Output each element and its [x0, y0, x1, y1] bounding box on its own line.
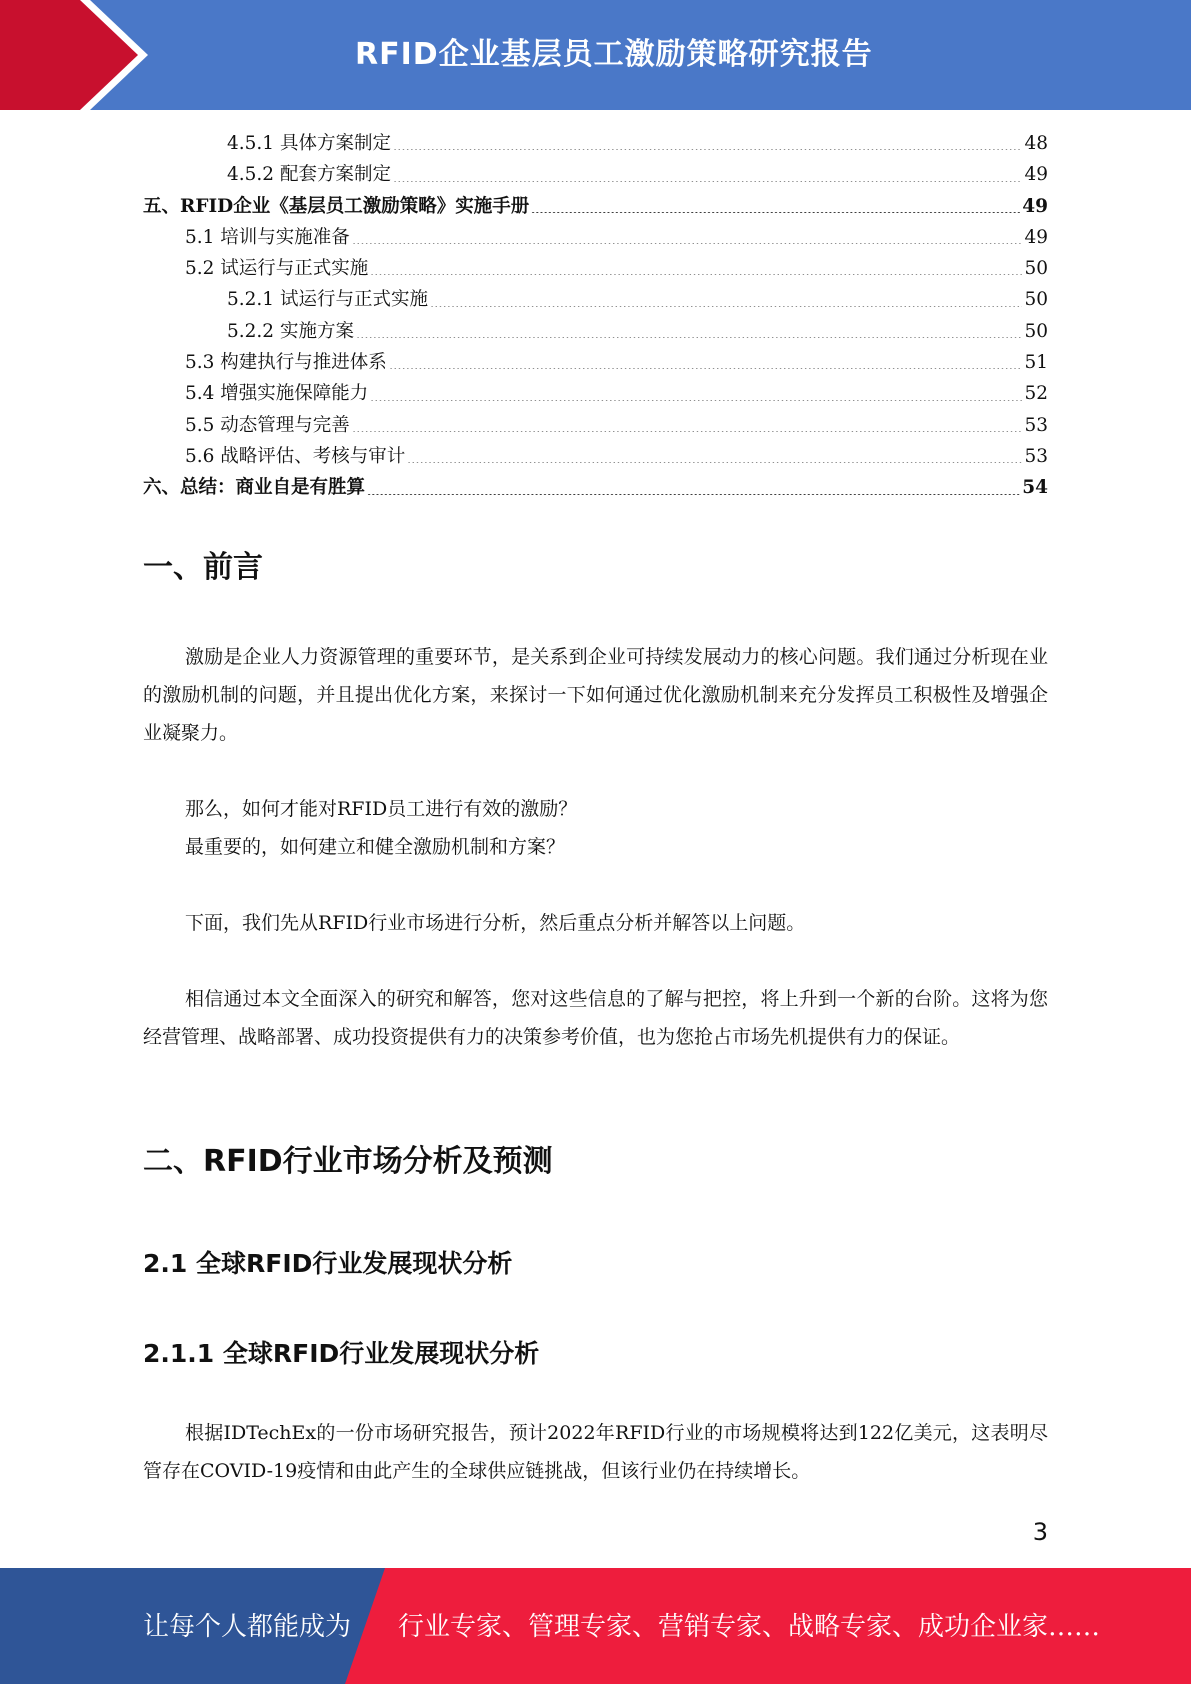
footer-slogan-right: 行业专家、管理专家、营销专家、战略专家、成功企业家…… [398, 1612, 1101, 1642]
preface-paragraph-2: 下面，我们先从RFID行业市场进行分析，然后重点分析并解答以上问题。 [185, 912, 806, 934]
toc-entry-label: 5.1 培训与实施准备 [185, 226, 350, 248]
toc-entry[interactable] [143, 378, 1048, 409]
header-chevron-decoration [0, 0, 160, 110]
toc-entry[interactable] [143, 472, 1048, 503]
toc-entry-page: 49 [1024, 164, 1048, 186]
toc-entry-page: 50 [1024, 320, 1048, 342]
section-2-1-heading: 2.1 全球RFID行业发展现状分析 [143, 1249, 513, 1278]
toc-entry-page: 50 [1024, 258, 1048, 280]
toc-entry[interactable] [143, 159, 1048, 190]
toc-dot-leader [430, 306, 1022, 307]
toc-entry[interactable] [143, 191, 1048, 222]
toc-entry[interactable] [143, 222, 1048, 253]
toc-dot-leader [352, 431, 1023, 432]
toc-dot-leader [407, 462, 1022, 463]
toc-entry-page: 51 [1024, 352, 1048, 374]
preface-paragraph-3: 相信通过本文全面深入的研究和解答，您对这些信息的了解与把控，将上升到一个新的台阶。这将为您经营管理、战略部署、成功投资提供有力的决策参考价值，也为您抢占市场先机提供有力的保证。 [143, 988, 1048, 1048]
toc-dot-leader [393, 149, 1022, 150]
toc-entry-label: 5.2.2 实施方案 [227, 320, 354, 342]
preface-question-2: 最重要的，如何建立和健全激励机制和方案？ [185, 836, 566, 858]
toc-dot-leader [393, 181, 1022, 182]
page-number: 3 [1032, 1518, 1048, 1546]
toc-entry-label: 4.5.2 配套方案制定 [227, 164, 391, 186]
footer-slogan-left: 让每个人都能成为 [143, 1612, 352, 1642]
toc-entry-label: 5.6 战略评估、考核与审计 [185, 445, 406, 467]
toc-dot-leader [367, 494, 1020, 495]
toc-entry[interactable] [143, 441, 1048, 472]
toc-entry-label: 5.2.1 试运行与正式实施 [227, 289, 428, 311]
toc-entry-page: 49 [1024, 226, 1048, 248]
toc-entry[interactable] [143, 284, 1048, 315]
toc-entry-page: 52 [1024, 383, 1048, 405]
toc-entry-label: 5.2 试运行与正式实施 [185, 258, 369, 280]
toc-entry-label: 5.3 构建执行与推进体系 [185, 352, 387, 374]
toc-entry-page: 53 [1024, 445, 1048, 467]
toc-dot-leader [352, 243, 1023, 244]
toc-entry-page: 49 [1022, 195, 1048, 217]
table-of-contents [143, 128, 1048, 504]
toc-entry[interactable] [143, 410, 1048, 441]
toc-entry[interactable] [143, 316, 1048, 347]
toc-entry-page: 53 [1024, 414, 1048, 436]
toc-dot-leader [389, 368, 1023, 369]
preface-question-1: 那么，如何才能对RFID员工进行有效的激励？ [185, 798, 578, 820]
toc-entry-page: 48 [1024, 133, 1048, 154]
page-footer [0, 1568, 1191, 1684]
toc-entry[interactable] [143, 347, 1048, 378]
page-header [0, 0, 1191, 110]
toc-entry-label: 五、RFID企业《基层员工激励策略》实施手册 [143, 195, 530, 217]
toc-entry[interactable] [143, 253, 1048, 284]
toc-entry[interactable] [143, 128, 1048, 159]
toc-entry-page: 50 [1024, 289, 1048, 311]
toc-dot-leader [531, 212, 1020, 213]
preface-paragraph-1: 激励是企业人力资源管理的重要环节，是关系到企业可持续发展动力的核心问题。我们通过分析现在业的激励机制的问题，并且提出优化方案，来探讨一下如何通过优化激励机制来充分发挥员工积极性及增强企业凝聚力。 [143, 646, 1048, 744]
toc-entry-label: 5.4 增强实施保障能力 [185, 383, 369, 405]
section-2-1-1-paragraph: 根据IDTechEx的一份市场研究报告，预计2022年RFID行业的市场规模将达到122亿美元，这表明尽管存在COVID-19疫情和由此产生的全球供应链挑战，但该行业仍在持续增长。 [143, 1422, 1048, 1482]
chapter-2-heading: 二、RFID行业市场分析及预测 [143, 1144, 553, 1179]
toc-dot-leader [370, 400, 1022, 401]
toc-dot-leader [356, 337, 1023, 338]
toc-entry-label: 5.5 动态管理与完善 [185, 414, 350, 436]
toc-entry-label: 六、总结：商业自是有胜算 [143, 477, 366, 499]
section-2-1-1-heading: 2.1.1 全球RFID行业发展现状分析 [143, 1339, 540, 1368]
header-title: RFID企业基层员工激励策略研究报告 [355, 37, 873, 72]
preface-heading: 一、前言 [143, 550, 263, 585]
toc-entry-page: 54 [1022, 477, 1048, 499]
toc-dot-leader [370, 274, 1022, 275]
toc-entry-label: 4.5.1 具体方案制定 [227, 133, 391, 154]
